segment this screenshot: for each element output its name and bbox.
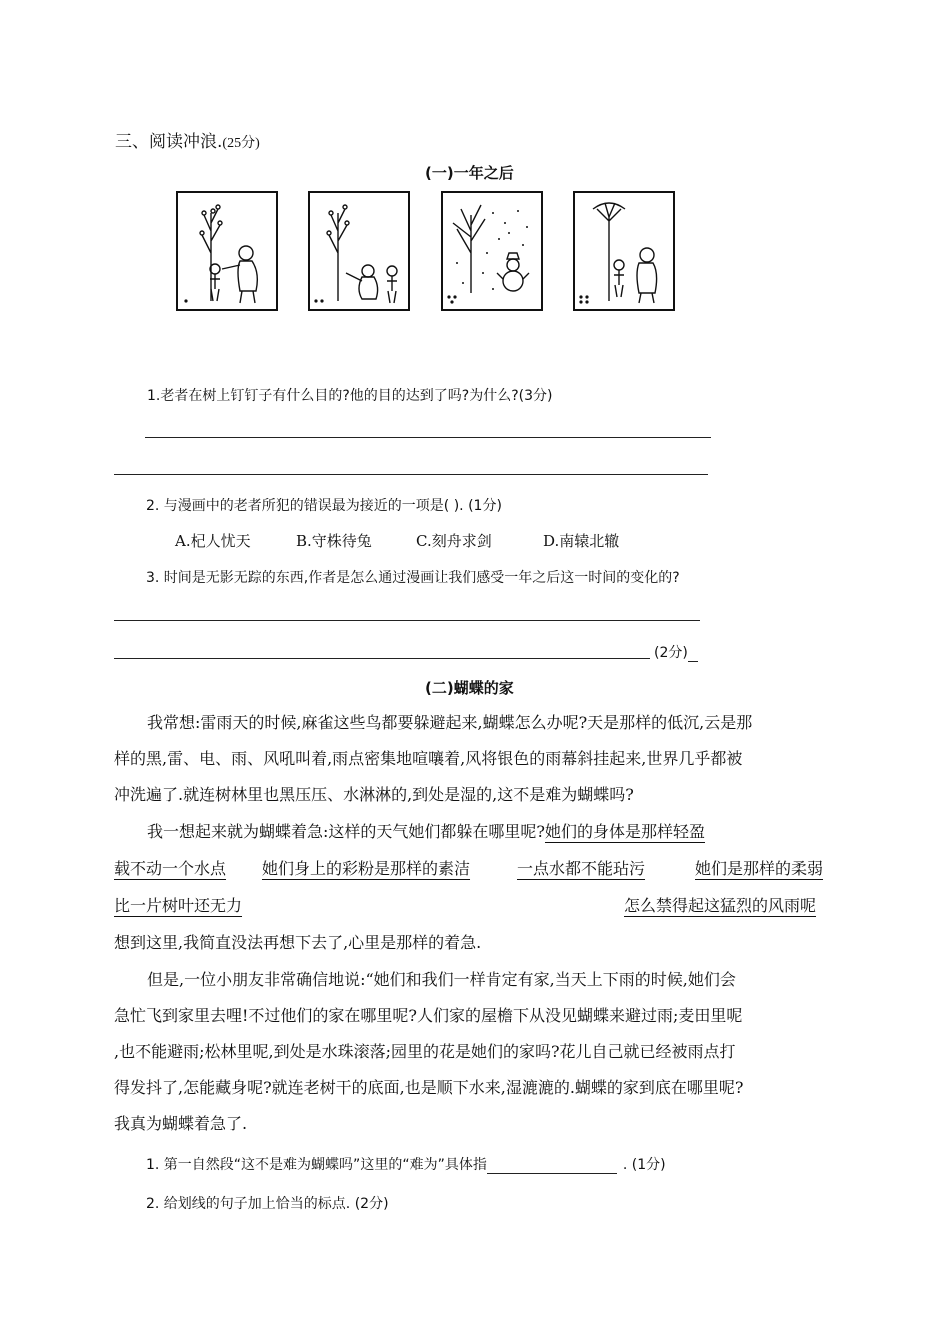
comic-panel-1 (176, 191, 278, 311)
p3-line-4: 得发抖了,怎能藏身呢?就连老树干的底面,也是顺下水来,湿漉漉的.蝴蝶的家到底在哪里呢? (114, 1078, 744, 1097)
p2-q1-blank[interactable] (487, 1159, 617, 1174)
answer-line-q3a[interactable] (114, 620, 700, 621)
q3-score-text: (2分) (654, 645, 688, 661)
option-d[interactable]: D.南辕北辙 (543, 532, 620, 550)
underlined-sentence-6: 比一片树叶还无力 (114, 896, 243, 915)
part1-question-3: 3. 时间是无影无踪的东西,作者是怎么通过漫画让我们感受一年之后这一时间的变化的? (146, 570, 680, 586)
underlined-sentence-2: 载不动一个水点 (114, 859, 227, 878)
underlined-sentence-5: 她们是那样的柔弱 (695, 859, 824, 878)
comic-panel-2 (308, 191, 410, 311)
p2-q1-text: 1. 第一自然段“这不是难为蝴蝶吗”这里的“难为”具体指 (146, 1157, 487, 1173)
part1-question-3-score (654, 642, 698, 662)
p3-line-5: 我真为蝴蝶着急了. (114, 1114, 248, 1133)
p1-line-1: 我常想:雷雨天的时候,麻雀这些鸟都要躲避起来,蝴蝶怎么办呢?天是那样的低沉,云是那 (147, 713, 753, 732)
underlined-sentence-3: 她们身上的彩粉是那样的素洁 (262, 859, 471, 878)
underlined-sentence-7: 怎么禁得起这猛烈的风雨呢 (624, 896, 817, 915)
part1-question-1: 1.老者在树上钉钉子有什么目的?他的目的达到了吗?为什么?(3分) (147, 388, 553, 404)
comic-panel-4 (573, 191, 675, 311)
p3-line-1: 但是,一位小朋友非常确信地说:“她们和我们一样肯定有家,当天上下雨的时候,她们会 (147, 970, 736, 989)
answer-line-q1b[interactable] (114, 474, 708, 475)
underlined-sentence-1: 她们的身体是那样轻盈 (544, 822, 705, 841)
option-c[interactable]: C.刻舟求剑 (416, 532, 492, 550)
p2-tail: 想到这里,我简直没法再想下去了,心里是那样的着急. (114, 933, 482, 952)
answer-line-q1a[interactable] (145, 437, 711, 438)
p1-line-2: 样的黑,雷、电、雨、风吼叫着,雨点密集地喧嚷着,风将银色的雨幕斜挂起来,世界几乎都被 (114, 749, 743, 768)
part2-question-2: 2. 给划线的句子加上恰当的标点. (2分) (146, 1196, 389, 1212)
option-a[interactable]: A.杞人忧天 (175, 532, 251, 550)
p2-q1-score: . (1分) (622, 1157, 666, 1173)
part2-question-1 (146, 1154, 666, 1174)
p2-line-1 (147, 815, 705, 849)
underlined-sentence-4: 一点水都不能玷污 (517, 859, 646, 878)
p3-line-2: 急忙飞到家里去哩!不过他们的家在哪里呢?人们家的屋檐下从没见蝴蝶来避过雨;麦田里呢 (114, 1006, 743, 1025)
section-score: (25分) (222, 136, 260, 151)
part2-title: (二)蝴蝶的家 (425, 679, 514, 697)
comic-panel-3 (441, 191, 543, 311)
answer-line-q3b[interactable] (114, 658, 650, 659)
p1-line-3: 冲洗遍了.就连树林里也黑压压、水淋淋的,到处是湿的,这不是难为蝴蝶吗? (114, 785, 634, 804)
option-b[interactable]: B.守株待兔 (296, 532, 372, 550)
p2-lead: 我一想起来就为蝴蝶着急:这样的天气她们都躲在哪里呢? (147, 822, 545, 841)
section-title-text: 三、阅读冲浪. (115, 132, 223, 152)
part1-question-2: 2. 与漫画中的老者所犯的错误最为接近的一项是( ). (1分) (146, 498, 502, 514)
section-title (115, 127, 260, 152)
p3-line-3: ,也不能避雨;松林里呢,到处是水珠滚落;园里的花是她们的家吗?花儿自己就已经被雨点打 (114, 1042, 736, 1061)
part1-title: (一)一年之后 (425, 164, 514, 182)
